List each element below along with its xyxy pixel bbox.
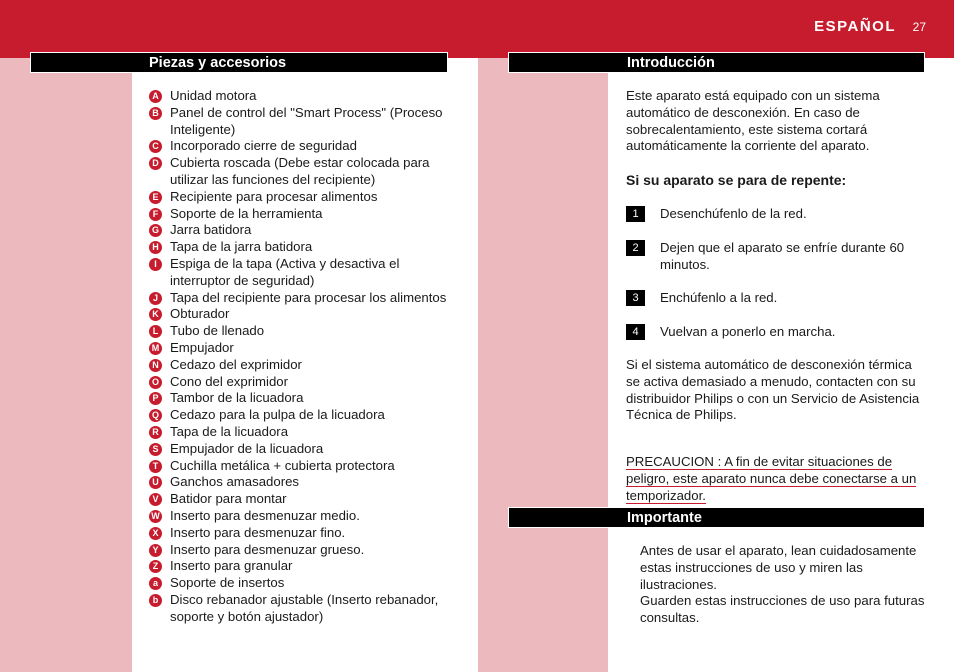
part-letter-badge: H — [149, 241, 162, 254]
part-letter-badge: C — [149, 140, 162, 153]
parts-list — [148, 88, 448, 626]
caution-text: PRECAUCION : A fin de evitar situaciones de peligro, este aparato nunca debe conectarse a un temporizador. — [626, 454, 917, 503]
important-section-heading — [508, 507, 925, 528]
part-label: Batidor para montar — [170, 491, 287, 507]
part-item — [148, 222, 448, 239]
part-label: Panel de control del "Smart Process" (Proceso Inteligente) — [170, 104, 443, 137]
part-label: Cedazo del exprimidor — [170, 356, 302, 372]
part-label: Jarra batidora — [170, 222, 252, 238]
part-label: Tapa del recipiente para procesar los alimentos — [170, 289, 447, 305]
part-item — [148, 357, 448, 374]
part-letter-badge: Y — [149, 544, 162, 557]
part-item — [148, 558, 448, 575]
part-label: Inserto para granular — [170, 558, 293, 574]
important-paragraph: Antes de usar el aparato, lean cuidadosamente estas instrucciones de uso y miren las ilustraciones. Guarden estas instrucciones de uso para futuras consultas. — [640, 543, 925, 626]
part-label: Ganchos amasadores — [170, 474, 300, 490]
middle-margin-panel — [478, 58, 608, 672]
left-margin-panel — [0, 58, 132, 672]
part-item — [148, 441, 448, 458]
part-item — [148, 525, 448, 542]
part-label: Tambor de la licuadora — [170, 390, 304, 406]
page-number: 27 — [912, 20, 926, 34]
part-item — [148, 592, 448, 626]
caution-note — [626, 454, 926, 504]
step-text: Enchúfenlo a la red. — [660, 290, 778, 305]
part-label: Unidad motora — [170, 88, 257, 103]
part-letter-badge: J — [149, 292, 162, 305]
part-letter-badge: L — [149, 325, 162, 338]
part-letter-badge: G — [149, 224, 162, 237]
part-label: Empujador de la licuadora — [170, 440, 324, 456]
part-letter-badge: I — [149, 258, 162, 271]
intro-section-title: Introducción — [627, 55, 715, 71]
part-label: Recipiente para procesar alimentos — [170, 188, 378, 204]
step-text: Dejen que el aparato se enfríe durante 60 minutos. — [660, 240, 905, 272]
part-label: Cuchilla metálica + cubierta protectora — [170, 457, 395, 473]
part-label: Disco rebanador ajustable (Inserto rebanador, soporte y botón ajustador) — [170, 591, 439, 624]
step-number: 3 — [626, 290, 645, 306]
part-label: Espiga de la tapa (Activa y desactiva el interruptor de seguridad) — [170, 255, 400, 288]
step-text: Vuelvan a ponerlo en marcha. — [660, 324, 836, 339]
part-label: Cedazo para la pulpa de la licuadora — [170, 407, 385, 423]
part-item — [148, 88, 448, 105]
part-label: Soporte de la herramienta — [170, 205, 323, 221]
part-letter-badge: W — [149, 510, 162, 523]
part-letter-badge: M — [149, 342, 162, 355]
part-letter-badge: S — [149, 443, 162, 456]
part-letter-badge: O — [149, 376, 162, 389]
part-letter-badge: B — [149, 107, 162, 120]
part-label: Incorporado cierre de seguridad — [170, 138, 357, 154]
part-letter-badge: b — [149, 594, 162, 607]
part-label: Tapa de la jarra batidora — [170, 239, 313, 255]
step-text: Desenchúfenlo de la red. — [660, 206, 807, 221]
thermal-note: Si el sistema automático de desconexión térmica se activa demasiado a menudo, contacten con su distribuidor Philips o con un Servicio de Asistencia Técnica de Philips. — [626, 357, 920, 423]
part-item — [148, 508, 448, 525]
part-label: Tapa de la licuadora — [170, 423, 289, 439]
part-letter-badge: A — [149, 90, 162, 103]
part-item — [148, 206, 448, 223]
important-section-title: Importante — [627, 510, 702, 526]
part-item — [148, 138, 448, 155]
part-letter-badge: a — [149, 577, 162, 590]
part-letter-badge: F — [149, 208, 162, 221]
part-letter-badge: N — [149, 359, 162, 372]
part-label: Cubierta roscada (Debe estar colocada para utilizar las funciones del recipiente) — [170, 155, 430, 187]
parts-section-title: Piezas y accesorios — [149, 55, 287, 71]
part-label: Obturador — [170, 306, 230, 322]
part-item — [148, 155, 448, 189]
part-item — [148, 407, 448, 424]
part-item — [148, 239, 448, 256]
part-item — [148, 189, 448, 206]
part-label: Tubo de llenado — [170, 323, 265, 339]
step-number: 4 — [626, 324, 645, 340]
intro-paragraph: Este aparato está equipado con un sistema automático de desconexión. En caso de sobrecalentamiento, este sistema cortará automáticamente la corriente del aparato. — [626, 88, 880, 154]
part-item — [148, 575, 448, 592]
part-label: Soporte de insertos — [170, 575, 285, 591]
part-letter-badge: D — [149, 157, 162, 170]
part-item — [148, 424, 448, 441]
part-letter-badge: K — [149, 308, 162, 321]
part-letter-badge: T — [149, 460, 162, 473]
part-item — [148, 323, 448, 340]
intro-section-heading — [508, 52, 925, 73]
part-label: Inserto para desmenuzar fino. — [170, 524, 346, 540]
part-item — [148, 256, 448, 290]
part-label: Empujador — [170, 339, 234, 355]
language-label: ESPAÑOL — [814, 18, 896, 35]
part-label: Inserto para desmenuzar grueso. — [170, 541, 365, 557]
part-item — [148, 458, 448, 475]
part-item — [148, 491, 448, 508]
part-item — [148, 474, 448, 491]
part-letter-badge: X — [149, 527, 162, 540]
part-letter-badge: R — [149, 426, 162, 439]
step-number: 2 — [626, 240, 645, 256]
parts-section-heading — [30, 52, 448, 73]
part-item — [148, 390, 448, 407]
part-item — [148, 306, 448, 323]
part-item — [148, 374, 448, 391]
part-letter-badge: V — [149, 493, 162, 506]
part-letter-badge: P — [149, 392, 162, 405]
step-number: 1 — [626, 206, 645, 222]
header-band — [0, 0, 954, 58]
part-item — [148, 340, 448, 357]
part-letter-badge: Q — [149, 409, 162, 422]
part-letter-badge: Z — [149, 560, 162, 573]
part-label: Cono del exprimidor — [170, 373, 289, 389]
intro-subheading: Si su aparato se para de repente: — [626, 172, 847, 188]
part-letter-badge: E — [149, 191, 162, 204]
part-item — [148, 542, 448, 559]
part-letter-badge: U — [149, 476, 162, 489]
part-item — [148, 105, 448, 139]
part-item — [148, 290, 448, 307]
part-label: Inserto para desmenuzar medio. — [170, 507, 360, 523]
